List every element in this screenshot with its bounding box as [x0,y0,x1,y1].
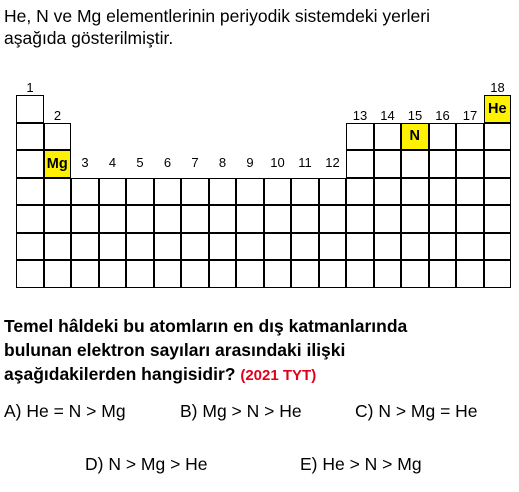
table-cell [346,260,374,288]
table-cell [484,178,512,206]
table-cell [374,260,402,288]
table-cell [319,260,347,288]
table-cell [154,260,182,288]
table-cell [154,205,182,233]
table-cell [264,205,292,233]
table-cell [181,233,209,261]
group-label: 12 [325,155,340,170]
element-symbol: He [487,100,507,117]
table-cell [209,233,237,261]
option-e[interactable]: E) He > N > Mg [300,454,422,474]
table-cell [374,178,402,206]
table-cell [429,150,457,178]
table-cell [209,260,237,288]
table-cell [401,233,429,261]
table-cell [484,150,512,178]
question-line-3-text: aşağıdakilerden hangisidir? [4,364,236,384]
table-cell [181,260,209,288]
table-cell [16,95,44,123]
group-label: 17 [462,107,478,123]
option-a[interactable]: A) He = N > Mg [4,401,126,421]
table-cell [264,178,292,206]
table-cell [99,205,127,233]
table-cell [126,260,154,288]
table-cell [44,123,72,151]
intro-line-1: He, N ve Mg elementlerinin periyodik sistemdeki yerleri [4,6,430,26]
table-cell [126,178,154,206]
group-label: 10 [270,155,285,170]
element-symbol: Mg [46,155,68,172]
table-cell [236,233,264,261]
table-cell [484,123,512,151]
table-cell [374,233,402,261]
option-c[interactable]: C) N > Mg = He [355,401,478,421]
table-cell [16,150,44,178]
table-cell [16,123,44,151]
table-cell [484,205,512,233]
option-d[interactable]: D) N > Mg > He [85,454,208,474]
table-cell [401,205,429,233]
table-cell [16,260,44,288]
question-line-2: bulunan elektron sayıları arasındaki ilişki [4,340,346,360]
option-b[interactable]: B) Mg > N > He [180,401,302,421]
table-cell [456,233,484,261]
table-cell [291,178,319,206]
table-cell [71,205,99,233]
table-cell [44,205,72,233]
group-label: 9 [246,155,254,170]
table-cell [456,178,484,206]
table-cell [456,123,484,151]
table-cell [126,233,154,261]
table-cell [209,205,237,233]
table-cell [236,260,264,288]
table-cell [346,123,374,151]
table-cell [181,178,209,206]
table-cell [236,178,264,206]
table-cell [291,205,319,233]
table-cell [71,233,99,261]
table-cell [264,260,292,288]
table-cell [346,178,374,206]
group-label: 2 [53,107,62,123]
table-cell [16,233,44,261]
table-cell [71,260,99,288]
group-label: 18 [490,80,505,95]
table-cell [484,233,512,261]
group-label: 16 [435,107,450,123]
table-cell [319,178,347,206]
table-cell [264,233,292,261]
table-cell [374,150,402,178]
table-cell [236,205,264,233]
table-cell [456,205,484,233]
intro-line-2: aşağıda gösterilmiştir. [4,28,174,48]
exam-tag: (2021 TYT) [240,367,317,384]
element-symbol: N [409,128,420,145]
table-cell [429,205,457,233]
group-label: 1 [26,80,34,95]
table-cell [456,260,484,288]
table-cell [456,150,484,178]
table-cell [126,205,154,233]
table-cell [401,150,429,178]
table-cell [291,260,319,288]
table-cell [181,205,209,233]
table-cell [291,233,319,261]
question-line-1: Temel hâldeki bu atomların en dış katmanlarında [4,316,408,336]
group-label: 15 [407,107,423,123]
table-cell [401,260,429,288]
table-cell [154,233,182,261]
table-cell [429,260,457,288]
table-cell [44,233,72,261]
table-cell [374,205,402,233]
table-cell [71,178,99,206]
group-label: 8 [218,155,227,170]
table-cell [319,205,347,233]
table-cell [99,233,127,261]
table-cell [16,205,44,233]
group-label: 5 [136,155,144,170]
table-cell [16,178,44,206]
table-cell [99,178,127,206]
group-label: 4 [108,155,117,170]
question-text [4,314,516,388]
question-line-3 [4,362,516,388]
table-cell [346,205,374,233]
table-cell [319,233,347,261]
group-label: 7 [191,155,199,170]
table-cell [401,178,429,206]
table-cell [346,233,374,261]
table-cell [374,123,402,151]
table-cell [44,178,72,206]
table-cell [99,260,127,288]
group-label: 11 [298,155,312,170]
table-cell [429,123,457,151]
table-cell [44,260,72,288]
table-cell [209,178,237,206]
group-label: 13 [352,107,368,123]
group-label: 3 [81,155,89,170]
group-label: 6 [163,155,172,170]
table-cell [154,178,182,206]
table-cell [429,233,457,261]
table-cell [429,178,457,206]
table-cell [346,150,374,178]
group-label: 14 [380,107,395,123]
table-cell [484,260,512,288]
